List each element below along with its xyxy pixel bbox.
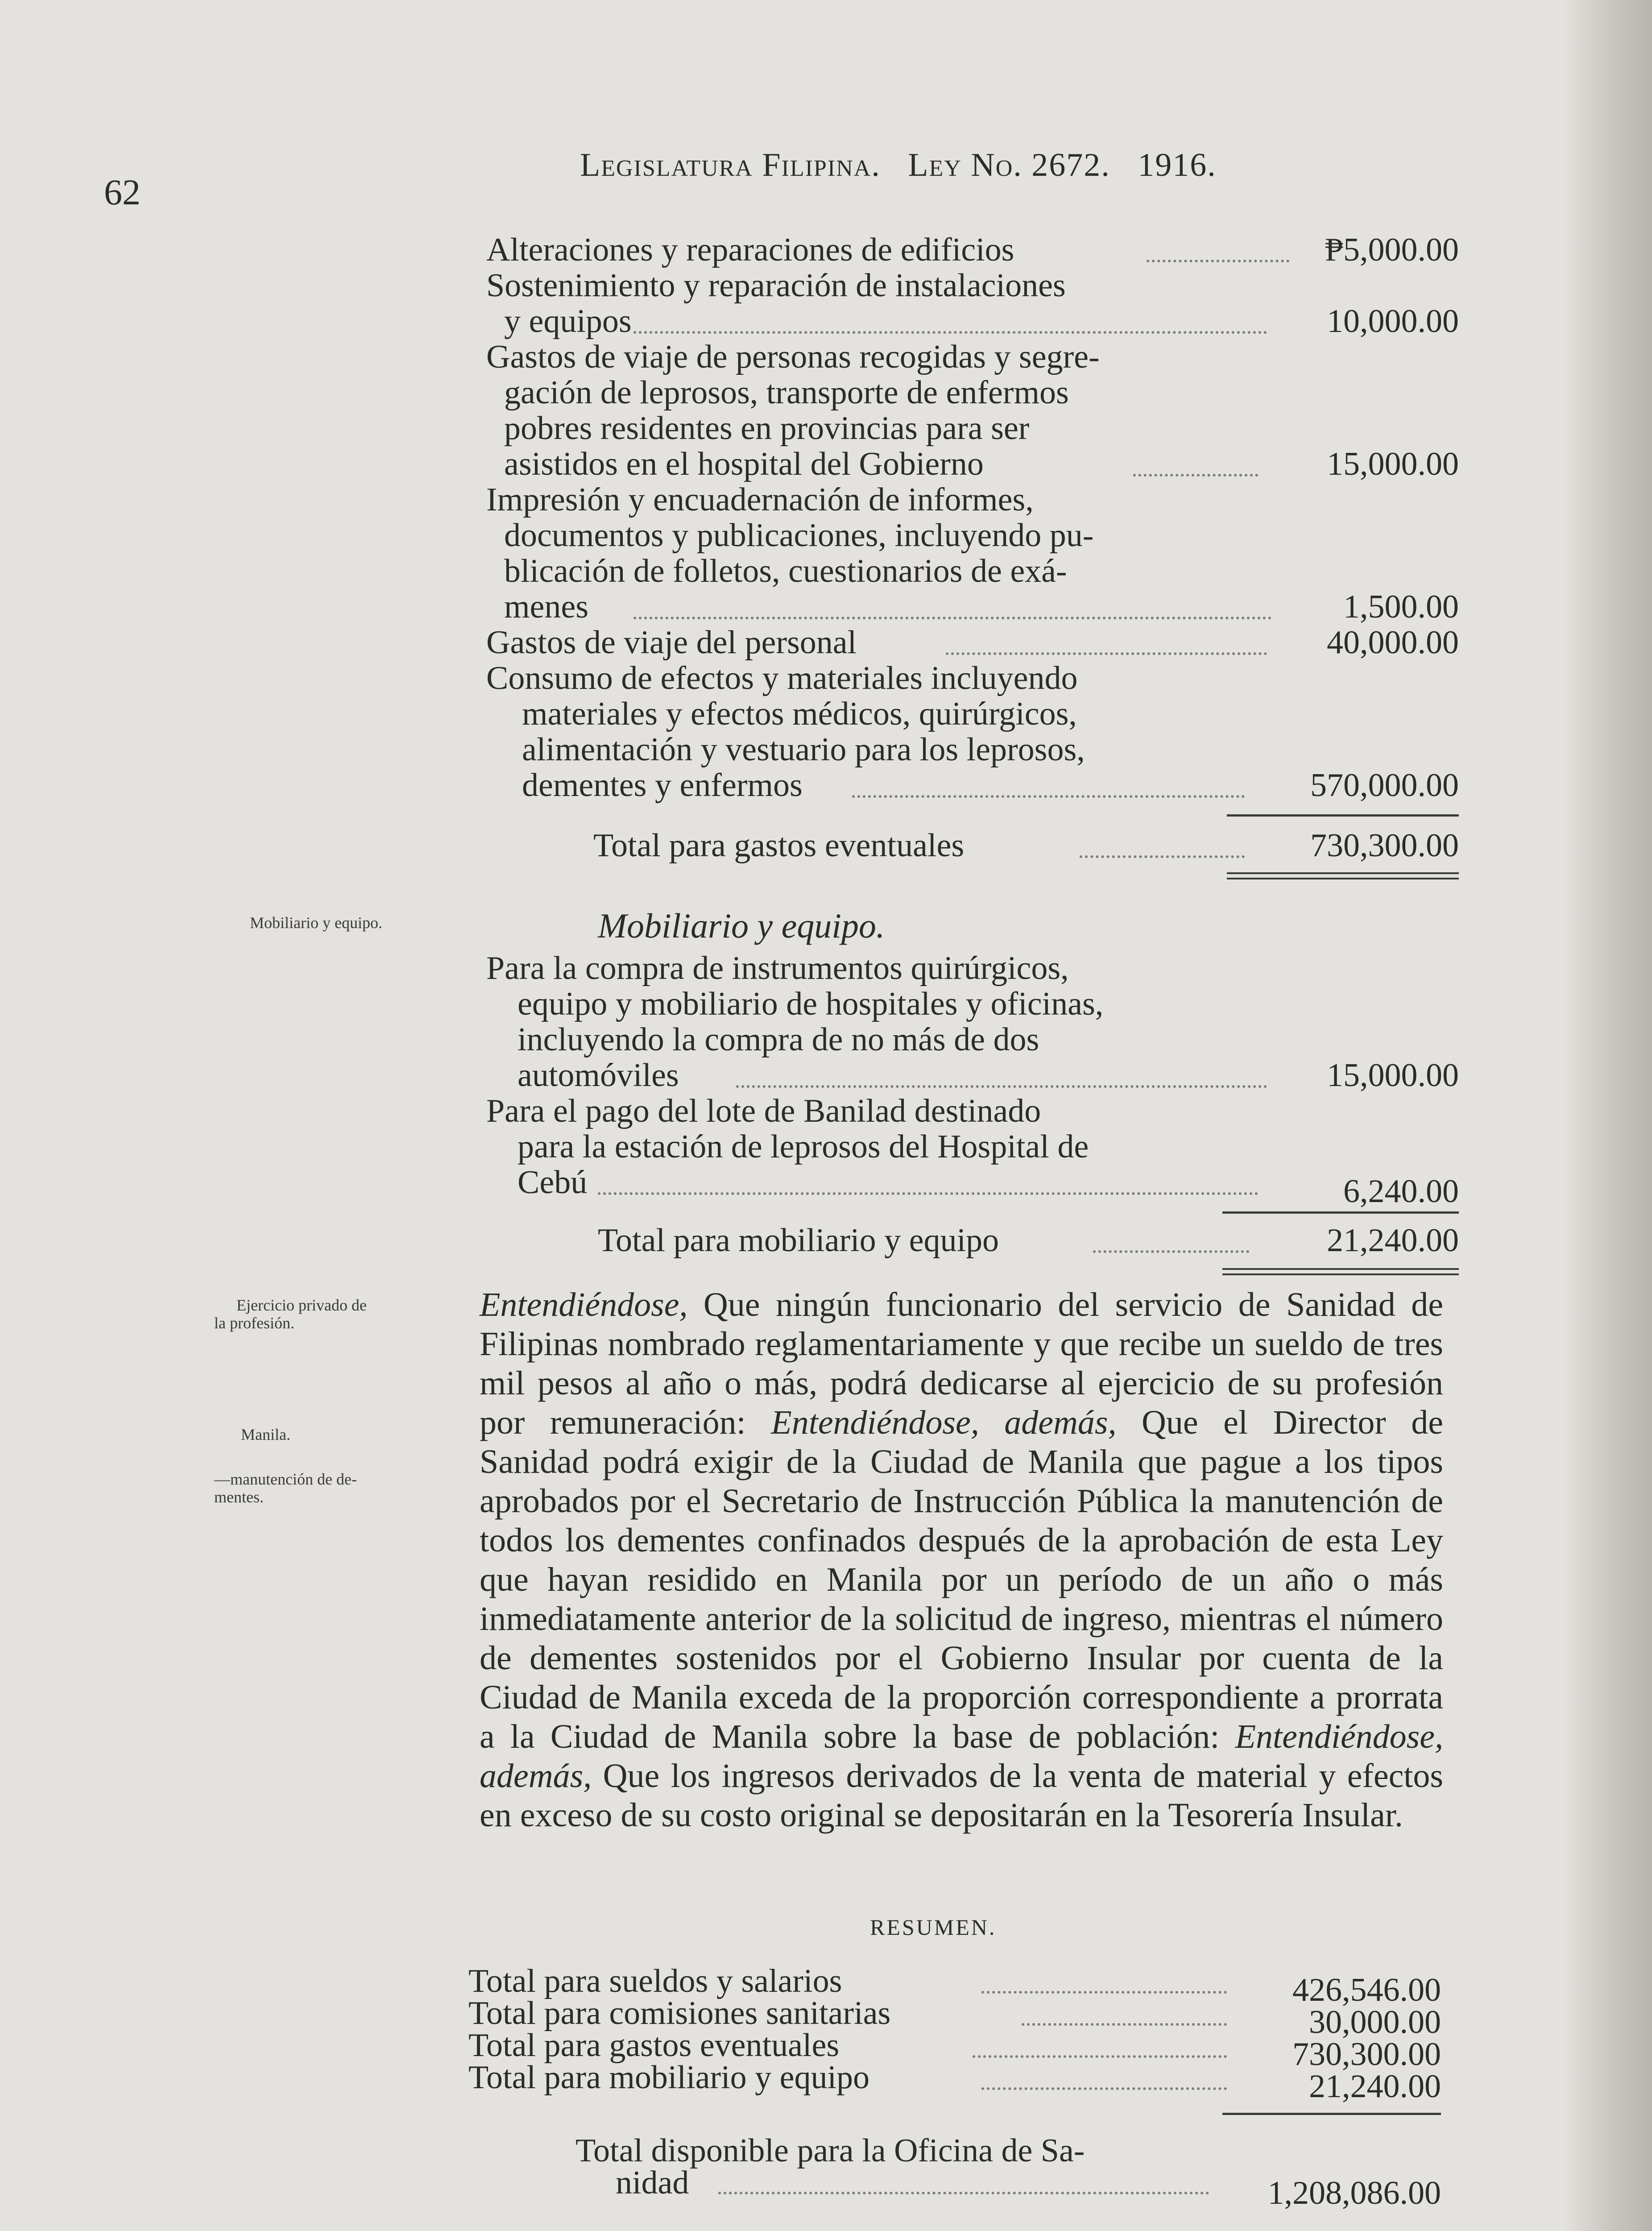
resumen-row: Total para mobiliario y equipo 21,240.00 [468,2059,1441,2105]
dot-leader [1147,260,1289,262]
amount: 1,500.00 [1343,589,1459,625]
grand-total-amount: 1,208,086.00 [1267,2175,1441,2211]
eventual-row: Alteraciones y reparaciones de edificios ₱5,000.00 [486,232,1459,268]
mobiliario-row: Para el pago del lote de Banilad destinado para la estación de leprosos del Hospital de Cebú 6,240.00 [486,1093,1459,1210]
margin-note-manila: Manila. [241,1426,290,1443]
sum-rule [1227,814,1459,817]
amount: 21,240.00 [1309,2068,1441,2105]
dot-leader [852,795,1245,798]
italic-entendiendose-ademas: Entendiéndose, además, [480,1718,1443,1795]
amount: 730,300.00 [1292,2036,1441,2073]
running-head-legislatura: Legislatura Filipina. [580,147,881,183]
resumen-row: Total para comisiones sanitarias 30,000.00 [468,1995,1441,2040]
dot-leader [598,1192,1258,1195]
eventual-row: Gastos de viaje de personas recogidas y segre- gación de leprosos, transporte de enfermos pobres residentes en provincias para ser asistidos en el hospital del Gobierno 15,000.00 [486,339,1459,482]
dot-leader [633,331,1267,334]
eventual-row: Gastos de viaje del personal 40,000.00 [486,624,1459,661]
amount: 21,240.00 [1327,1222,1459,1259]
amount: 730,300.00 [1310,827,1459,864]
margin-note-mobiliario: Mobiliario y equipo. [250,914,382,932]
page-number: 62 [104,172,141,212]
double-rule [1227,872,1459,879]
resumen-block [468,1963,1441,2231]
running-head [580,146,1217,184]
eventuales-block [486,232,1459,910]
margin-note-manutencion-2: mentes. [214,1488,264,1506]
eventual-row: Impresión y encuadernación de informes, documentos y publicaciones, incluyendo pu- blicación de folletos, cuestionarios de exá- menes 1,500.00 [486,481,1459,625]
margin-note-ejercicio-2: la profesión. [214,1314,294,1332]
amount: 15,000.00 [1327,1057,1459,1094]
amount: 10,000.00 [1327,303,1459,340]
dot-leader [981,1991,1227,1994]
mobiliario-block [486,950,1459,1290]
amount: 426,546.00 [1292,1972,1441,2008]
dot-leader [973,2055,1227,2058]
page-edge-shadow [1563,0,1652,2231]
running-head-year: 1916. [1138,147,1217,183]
dot-leader [1093,1250,1249,1253]
proviso-paragraph: Entendiéndose, Que ningún funcionario del servicio de Sanidad de Filipinas nombrado reglamentariamente y que recibe un sueldo de tres mil pesos al año o más, podrá dedicarse al ejercicio de su profesión por remuneración: Entendiéndose, además, Que el Director de Sanidad podrá exigir de la Ciudad de Manila que pague a los tipos aprobados por el Secretario de Instrucción Pública la manutención de todos los dementes confinados después de la aprobación de esta Ley que hayan residido en Manila por un período de un año o más inmediatamente anterior de la solicitud de ingreso, mientras el número de dementes sostenidos por el Gobierno Insular por cuenta de la Ciudad de Manila exceda de la proporción correspondiente a prorrata a la Ciudad de Manila sobre la base de población: Entendiéndose, además, Que los ingresos derivados de la venta de material y efectos en exceso de su costo original se depositarán en la Tesorería Insular. [480,1286,1443,1834]
amount: 40,000.00 [1327,624,1459,661]
sum-rule [1222,1211,1459,1214]
dot-leader [1080,855,1245,858]
dot-leader [1133,474,1258,477]
double-rule [1222,1268,1459,1275]
dot-leader [1022,2023,1227,2026]
resumen-row: Total para gastos eventuales 730,300.00 [468,2027,1441,2073]
resumen-row: Total para sueldos y salarios 426,546.00 [468,1963,1441,2008]
total-eventuales-row: Total para gastos eventuales 730,300.00 [593,827,1459,864]
dot-leader [718,2192,1209,2194]
resumen-heading: RESUMEN. [870,1915,997,1940]
amount: 15,000.00 [1327,446,1459,482]
margin-note-manutencion-1: —manutención de de- [214,1470,357,1488]
dot-leader [946,652,1267,655]
italic-entendiendose-ademas: Entendiéndose, además, [771,1404,1117,1441]
dot-leader [633,617,1271,619]
margin-note-ejercicio-1: Ejercicio privado de [236,1296,367,1314]
grand-total-row: Total disponible para la Oficina de Sa- nidad 1,208,086.00 [576,2132,1441,2211]
amount: ₱5,000.00 [1325,232,1459,268]
amount: 570,000.00 [1310,767,1459,804]
running-head-ley: Ley No. 2672. [908,147,1110,183]
eventual-row: Sostenimiento y reparación de instalaciones y equipos 10,000.00 [486,267,1459,340]
amount: 30,000.00 [1309,2004,1441,2040]
section-heading-mobiliario: Mobiliario y equipo. [598,906,885,945]
amount: 6,240.00 [1343,1173,1459,1210]
dot-leader [736,1085,1267,1088]
sum-rule [1222,2113,1441,2115]
eventual-row: Consumo de efectos y materiales incluyendo materiales y efectos médicos, quirúrgicos, alimentación y vestuario para los leprosos, dementes y enfermos 570,000.00 [486,660,1459,804]
mobiliario-row: Para la compra de instrumentos quirúrgicos, equipo y mobiliario de hospitales y oficinas, incluyendo la compra de no más de dos automóviles 15,000.00 [486,950,1459,1094]
dot-leader [981,2087,1227,2090]
total-mobiliario-row: Total para mobiliario y equipo 21,240.00 [598,1222,1459,1259]
italic-entendiendose: Entendiéndose, [480,1286,688,1323]
